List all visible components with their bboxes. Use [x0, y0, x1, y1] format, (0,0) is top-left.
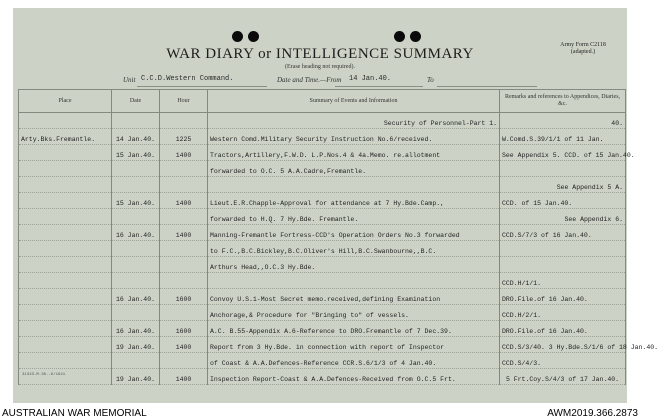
- table-row: forwarded to O.C. 5 A.A.Cadre,Fremantle.: [19, 161, 626, 177]
- form-reference: [551, 42, 615, 56]
- column-header-place: Place: [19, 90, 112, 113]
- diary-sheet: [13, 8, 658, 403]
- table-row: Arty.Bks.Fremantle. 14 Jan.40. 1225 Western Comd.Military Security Instruction No.6/received. W.Comd.S.39/1/1 of 11 Jan.: [19, 129, 626, 145]
- table-row: forwarded to H.Q. 7 Hy.Bde. Fremantle. See Appendix 6.: [19, 209, 626, 225]
- page-subtitle: (Erase heading not required).: [285, 64, 355, 70]
- table-row: 16 Jan.40. 1600 A.C. B.55-Appendix A.6-Reference to DRO.Fremantle of 7 Dec.39. DRO.File.of 16 Jan.40.: [19, 321, 626, 337]
- print-code: 31343-M.36.-6/1941: [22, 373, 66, 377]
- unit-label: Unit: [123, 76, 136, 84]
- column-header-hour: Hour: [160, 90, 208, 113]
- punch-hole-icon: [394, 31, 405, 42]
- accession-number: AWM2019.366.2873: [547, 408, 638, 419]
- column-header-date: Date: [112, 90, 160, 113]
- table-row: 16 Jan.40. 1400 Manning-Fremantle Fortress-CCD's Operation Orders No.3 forwarded CCD.S/7/3 of 16 Jan.40.: [19, 225, 626, 241]
- archive-caption: AUSTRALIAN WAR MEMORIAL: [2, 408, 147, 419]
- table-row: Security of Personnel-Part 1. 40.: [19, 113, 626, 129]
- punch-hole-icon: [248, 31, 259, 42]
- table-row: 19 Jan.40. 1400 Report from 3 Hy.Bde. in connection with report of Inspector CCD.S/3/40. 3 Hy.Bde.S/1/6 of 18 Jan.40.: [19, 337, 626, 353]
- table-row: Anchorage,& Procedure for "Bringing to" of vessels. CCD.H/2/1.: [19, 305, 626, 321]
- table-row: to F.C.,B.C.Bickley,B.C.Oliver's Hill,B.C.Swanbourne,,B.C.: [19, 241, 626, 257]
- form-note: (adapted.): [570, 49, 596, 55]
- table-row: 16 Jan.40. 1600 Convoy U.S.1-Most Secret memo.received,defining Examination DRO.File.of 16 Jan.40.: [19, 289, 626, 305]
- table-row: Arthurs Head,,O.C.3 Hy.Bde.: [19, 257, 626, 273]
- table-row: of Coast & A.A.Defences-Reference CCR.S.6/1/3 of 4 Jan.40. CCD.S/4/3.: [19, 353, 626, 369]
- table-row: 15 Jan.40. 1400 Lieut.E.R.Chapple-Approval for attendance at 7 Hy.Bde.Camp., CCD. of 15 Jan.40.: [19, 193, 626, 209]
- form-number: Army Form C2118: [560, 42, 606, 48]
- date-time-label: Date and Time.—From: [277, 76, 342, 84]
- punch-hole-icon: [410, 31, 421, 42]
- column-header-summary: Summary of Events and Information: [208, 90, 500, 113]
- diary-table: [18, 89, 658, 385]
- unit-value: C.C.D.Western Command.: [141, 75, 234, 83]
- date-from-value: 14 Jan.40.: [349, 75, 392, 83]
- page-title: WAR DIARY or INTELLIGENCE SUMMARY: [166, 46, 474, 62]
- table-row: CCD.H/1/1.: [19, 273, 626, 289]
- punch-hole-icon: [232, 31, 243, 42]
- table-row: 19 Jan.40. 1400 Inspection Report-Coast & A.A.Defences-Received from O.C.5 Frt. 5 Frt.Coy.S/4/3 of 17 Jan.40.: [19, 369, 626, 385]
- table-row: 15 Jan.40. 1400 Tractors,Artillery,F.W.D. L.P.Nos.4 & 4a.Memo. re.allotment See Appendix 5. CCD. of 15 Jan.40.: [19, 145, 626, 161]
- column-header-remarks: Remarks and references to Appendices, Diaries, &c.: [500, 90, 626, 113]
- table-row: See Appendix 5 A.: [19, 177, 626, 193]
- to-label: To: [427, 76, 434, 84]
